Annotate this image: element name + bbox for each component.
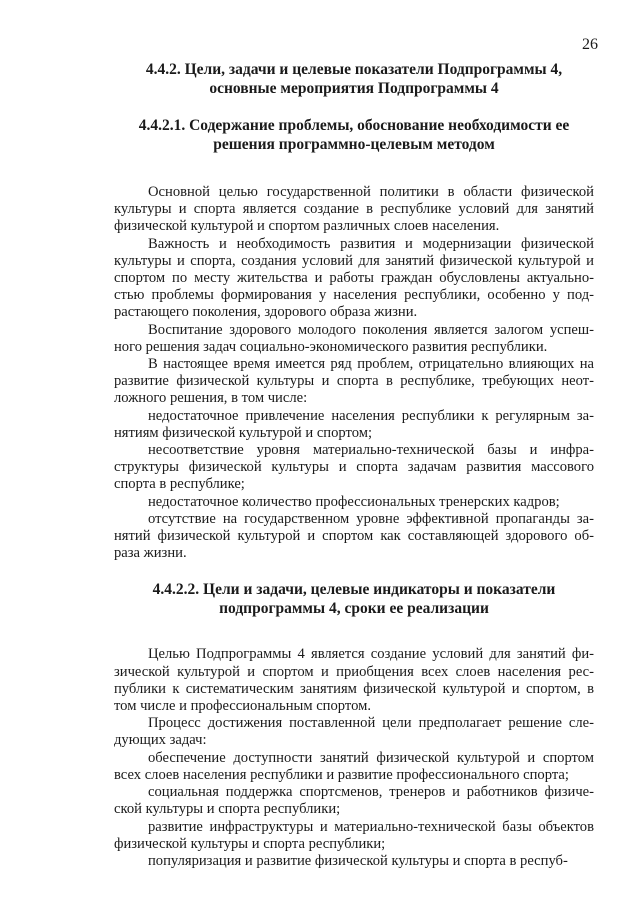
text-line: структуры физической культуры и спорта задачам развития массового [114,459,594,476]
text-line: Основной целью государственной политики в области физической [148,184,594,200]
section-heading-4-4-2-1 [114,116,594,154]
paragraph [114,511,594,563]
text-line: раза жизни. [114,545,187,562]
text-line: обеспечение доступности занятий физической культурой и спортом [148,749,594,766]
section-2-body [114,646,594,870]
text-line: развитие физической культуры и спорта в республике, требующих неот- [114,373,594,390]
paragraph [114,322,594,356]
paragraph [114,184,594,236]
text-line: популяризация и развитие физической культуры и спорта в респуб- [148,852,568,869]
text-line: дующих задач: [114,732,207,749]
heading-line: 4.4.2.1. Содержание проблемы, обоснование необходимости ее [138,117,570,134]
text-line: нятиям физической культурой и спортом; [114,424,373,441]
text-line: физической культуры и спорта республики; [114,835,386,852]
text-line: ской культуры и спорта республики; [114,801,341,818]
document-content [114,60,594,870]
paragraph [114,646,594,715]
text-line: том числе и профессиональным спортом. [114,698,371,715]
paragraph [114,750,594,784]
paragraph [114,236,594,322]
text-line: несоответствие уровня материально-технической базы и инфра- [148,442,594,459]
paragraph [114,784,594,818]
text-line: Целью Подпрограммы 4 является создание условий для занятий фи- [148,646,594,663]
paragraph [114,494,594,511]
page-number: 26 [582,36,598,53]
text-line: растающего поколения, здорового образа жизни. [114,304,418,321]
text-line: отсутствие на государственном уровне эффективной пропаганды за- [148,510,594,527]
text-line: спортом по месту жительства и работы граждан обусловлены актуально- [114,270,594,287]
text-line: Процесс достижения поставленной цели предполагает решение сле- [148,715,594,732]
text-line: ного решения задач социально-экономического развития республики. [114,338,548,355]
section-heading-4-4-2 [114,60,594,98]
text-line: нятий физической культурой и спортом как составляющей здорового об- [114,528,594,545]
text-line: спорта в республике; [114,476,245,493]
text-line: культуры и спорта, создания условий для занятий физической культурой и [114,252,594,269]
heading-line: 4.4.2. Цели, задачи и целевые показатели Подпрограммы 4, [145,61,563,78]
heading-line: решения программно-целевым методом [213,136,495,153]
text-line: всех слоев населения республики и развитие профессионального спорта; [114,766,569,783]
text-line: В настоящее время имеется ряд проблем, отрицательно влияющих на [148,356,594,373]
paragraph [114,715,594,749]
paragraph [114,442,594,494]
heading-line: подпрограммы 4, сроки ее реализации [219,600,489,618]
heading-line: основные мероприятия Подпрограммы 4 [209,80,499,97]
text-line: физической культурой и спортом различных слоев населения. [114,218,500,235]
text-line: развитие инфраструктуры и материально-технической базы объектов [148,818,594,835]
paragraph [114,408,594,442]
section-heading-4-4-2-2 [114,580,594,618]
text-line: ложного решения, в том числе: [114,390,308,407]
text-line: культуры и спорта является создание в республике условий для занятий [114,201,594,218]
text-line: публики к систематическим занятиям физической культурой и спортом, в [114,680,594,697]
text-line: Воспитание здорового молодого поколения является залогом успеш- [148,321,594,338]
section-1-body [114,184,594,562]
text-line: недостаточное количество профессиональных тренерских кадров; [148,493,560,510]
text-line: стью проблемы формирования у населения республики, особенно у под- [114,287,594,304]
text-line: Важность и необходимость развития и модернизации физической [148,235,594,252]
paragraph [114,356,594,408]
text-line: социальная поддержка спортсменов, тренеров и работников физиче- [148,784,594,801]
text-line: зической культурой и спортом и приобщения всех слоев населения рес- [114,663,594,680]
heading-line: 4.4.2.2. Цели и задачи, целевые индикаторы и показатели [152,581,556,599]
paragraph [114,819,594,853]
text-line: недостаточное привлечение населения республики к регулярным за- [148,407,594,424]
paragraph [114,853,594,870]
